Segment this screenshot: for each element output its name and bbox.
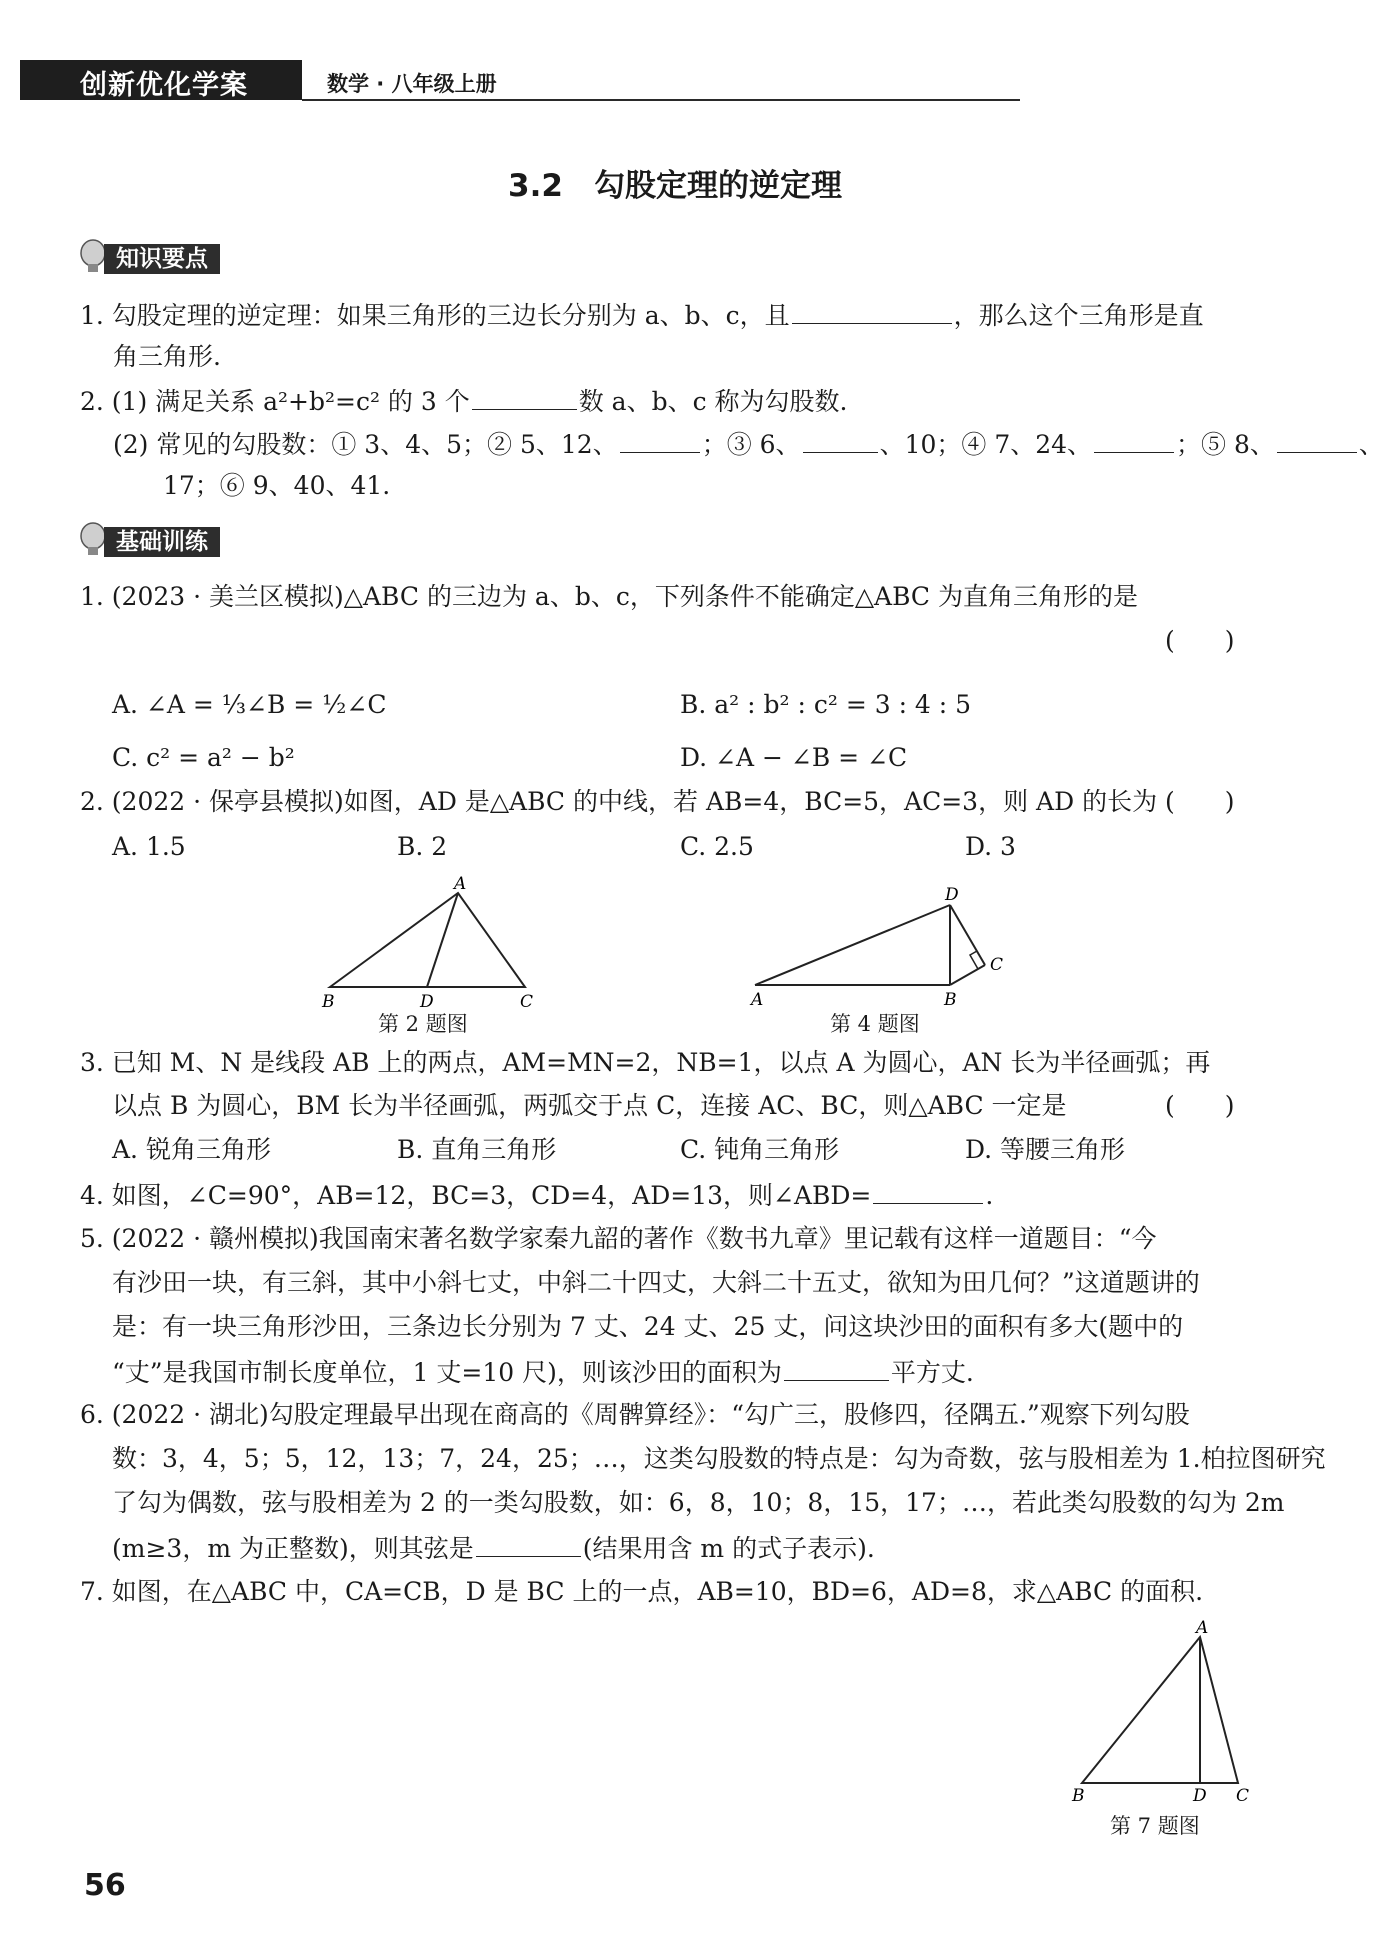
label-c: C [520, 992, 534, 1012]
knowledge-1-line1 [80, 297, 1204, 333]
label-a: A [1196, 1618, 1209, 1638]
page-number: 56 [84, 1868, 126, 1903]
header-rule [302, 99, 1020, 101]
figure-4 [745, 880, 1025, 1015]
q3-option-c: C. 钝角三角形 [680, 1135, 840, 1164]
text: . [985, 1181, 994, 1210]
label-c: C [1236, 1786, 1250, 1806]
text: 、10；④ 7、24、 [879, 430, 1093, 459]
question-3-line1: 3. 已知 M、N 是线段 AB 上的两点，AM=MN=2，NB=1，以点 A 为圆心，AN 长为半径画弧；再 [80, 1048, 1211, 1077]
label-b: B [944, 990, 957, 1010]
q2-option-a: A. 1.5 [112, 832, 186, 861]
answer-blank[interactable] [803, 426, 878, 453]
q1-option-d: D. ∠A − ∠B = ∠C [680, 743, 908, 772]
text: (2) 常见的勾股数：① 3、4、5；② 5、12、 [113, 430, 618, 459]
text: 2. (1) 满足关系 a²+b²=c² 的 3 个 [80, 387, 470, 416]
answer-paren[interactable]: ( ) [1165, 626, 1235, 655]
answer-blank[interactable] [476, 1530, 581, 1557]
question-5-line4 [112, 1354, 974, 1390]
question-7: 7. 如图，在△ABC 中，CA=CB，D 是 BC 上的一点，AB=10，BD=6，AD=8，求△ABC 的面积. [80, 1577, 1204, 1606]
question-6-line3: 了勾为偶数，弦与股相差为 2 的一类勾股数，如：6，8，10；8，15，17；…，若此类勾股数的勾为 2m [112, 1488, 1285, 1517]
segment-cb [950, 965, 985, 985]
knowledge-2-line3: 17；⑥ 9、40、41. [163, 471, 391, 500]
answer-paren[interactable]: ( ) [1165, 1091, 1235, 1120]
question-3-line2: 以点 B 为圆心，BM 长为半径画弧，两弧交于点 C，连接 AC、BC，则△ABC 一定是 [112, 1091, 1067, 1120]
question-4 [80, 1177, 993, 1213]
question-5-line1: 5. (2022 · 赣州模拟)我国南宋著名数学家秦九韶的著作《数书九章》里记载有这样一道题目：“今 [80, 1224, 1157, 1253]
q2-option-c: C. 2.5 [680, 832, 754, 861]
q1-option-b: B. a² : b² : c² = 3 : 4 : 5 [680, 690, 972, 719]
q3-option-a: A. 锐角三角形 [112, 1135, 271, 1164]
text: ，那么这个三角形是直 [953, 301, 1204, 330]
label-b: B [322, 992, 335, 1012]
text: ；⑤ 8、 [1176, 430, 1275, 459]
text: 1. 勾股定理的逆定理：如果三角形的三边长分别为 a、b、c，且 [80, 301, 790, 330]
brand-title: 创新优化学案 [80, 70, 248, 101]
q1-option-a: A. ∠A = ⅓∠B = ½∠C [112, 690, 387, 719]
q3-option-b: B. 直角三角形 [397, 1135, 557, 1164]
answer-blank[interactable] [1094, 426, 1174, 453]
text: 、 [1358, 430, 1384, 459]
text: 4. 如图，∠C=90°，AB=12，BC=3，CD=4，AD=13，则∠ABD= [80, 1181, 872, 1210]
q1-option-c: C. c² = a² − b² [112, 743, 295, 772]
text: “丈”是我国市制长度单位，1 丈=10 尺)，则该沙田的面积为 [112, 1358, 782, 1387]
label-c: C [990, 955, 1004, 975]
page-header [20, 60, 1020, 102]
text: (结果用含 m 的式子表示). [582, 1534, 875, 1563]
label-a: A [454, 874, 467, 894]
answer-blank[interactable] [472, 383, 577, 410]
q2-option-b: B. 2 [397, 832, 448, 861]
text: 数 a、b、c 称为勾股数. [578, 387, 848, 416]
figure-7 [1060, 1615, 1250, 1805]
question-5-line3: 是：有一块三角形沙田，三条边长分别为 7 丈、24 丈、25 丈，问这块沙田的面积有多大(题中的 [112, 1312, 1184, 1341]
label-b: B [1072, 1786, 1085, 1806]
segment-ad [755, 905, 950, 985]
figure-2 [310, 875, 540, 1015]
question-6-line1: 6. (2022 · 湖北)勾股定理最早出现在商高的《周髀算经》：“勾广三，股修四，径隅五.”观察下列勾股 [80, 1400, 1190, 1429]
text: (m≥3，m 为正整数)，则其弦是 [112, 1534, 474, 1563]
label-d: D [945, 885, 959, 905]
question-6-line2: 数：3，4，5；5，12，13；7，24，25；…，这类勾股数的特点是：勾为奇数，弦与股相差为 1.柏拉图研究 [112, 1444, 1326, 1473]
segment-dc [950, 905, 985, 965]
text: ；③ 6、 [701, 430, 801, 459]
answer-blank[interactable] [873, 1177, 983, 1204]
median-ad [427, 893, 458, 987]
label-d: D [420, 992, 434, 1012]
lesson-title: 3.2 勾股定理的逆定理 [508, 168, 842, 204]
answer-blank[interactable] [1277, 426, 1357, 453]
section-label: 知识要点 [104, 244, 220, 274]
triangle-abc [330, 893, 525, 987]
knowledge-1-line2: 角三角形. [113, 342, 221, 371]
label-d: D [1193, 1786, 1207, 1806]
q2-option-d: D. 3 [965, 832, 1016, 861]
triangle-abc [1082, 1637, 1238, 1783]
right-angle-mark [970, 951, 978, 969]
answer-blank[interactable] [792, 297, 952, 324]
knowledge-2-line2 [113, 426, 1384, 462]
answer-blank[interactable] [620, 426, 700, 453]
question-5-line2: 有沙田一块，有三斜，其中小斜七丈，中斜二十四丈，大斜二十五丈，欲知为田几何？”这道题讲的 [112, 1268, 1200, 1297]
label-a: A [751, 990, 764, 1010]
question-2-stem: 2. (2022 · 保亭县模拟)如图，AD 是△ABC 的中线，若 AB=4，BC=5，AC=3，则 AD 的长为 ( ) [80, 787, 1235, 816]
book-subtitle: 数学 · 八年级上册 [327, 72, 497, 96]
figure-7-caption: 第 7 题图 [1110, 1814, 1200, 1838]
question-6-line4 [112, 1530, 875, 1566]
knowledge-2-line1 [80, 383, 848, 419]
q3-option-d: D. 等腰三角形 [965, 1135, 1126, 1164]
question-1-stem: 1. (2023 · 美兰区模拟)△ABC 的三边为 a、b、c，下列条件不能确定△ABC 为直角三角形的是 [80, 582, 1139, 611]
figure-2-caption: 第 2 题图 [378, 1012, 468, 1036]
figure-4-caption: 第 4 题图 [830, 1012, 920, 1036]
section-label: 基础训练 [104, 527, 220, 557]
text: 平方丈. [890, 1358, 974, 1387]
answer-blank[interactable] [784, 1354, 889, 1381]
